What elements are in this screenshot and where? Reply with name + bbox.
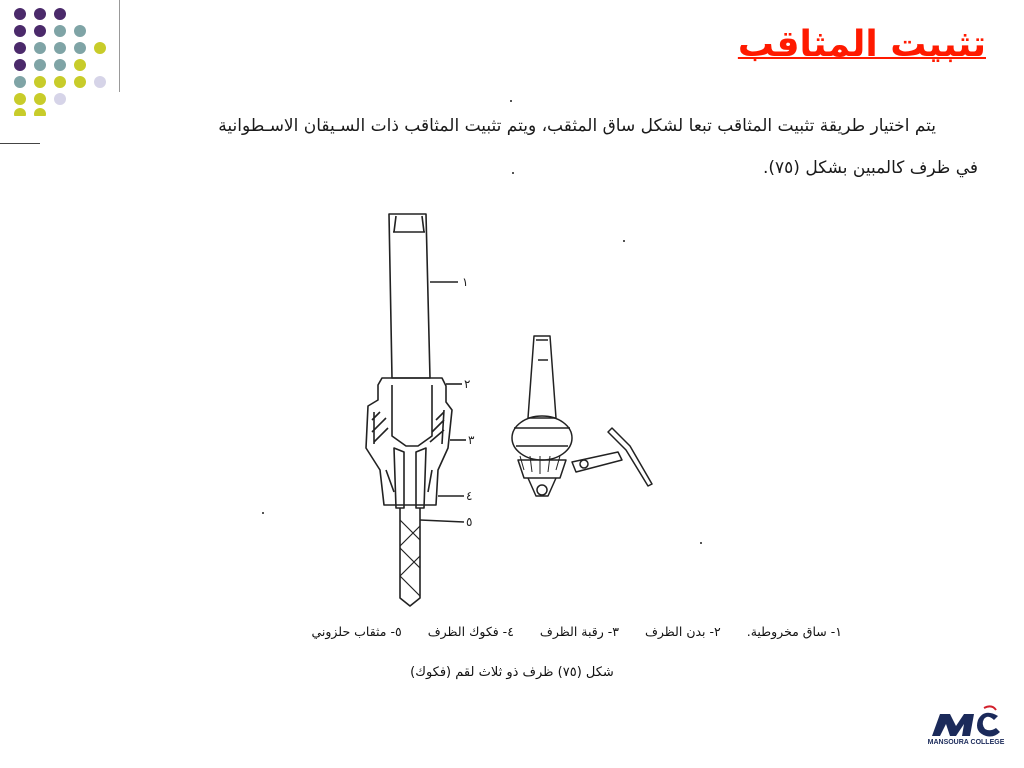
callout-3: ٣ (468, 433, 475, 447)
slide-title: تثبيت المثاقب (737, 24, 986, 65)
keyed-chuck-shank (528, 336, 556, 418)
logo-m-shape (932, 714, 974, 736)
logo-c-shape (977, 713, 1000, 737)
chuck-section-drawing (366, 214, 469, 606)
speck (512, 172, 514, 174)
paragraph-line-2: في ظرف كالمبين بشكل (٧٥). (762, 158, 978, 178)
speck (510, 100, 512, 102)
figure-caption: شكل (٧٥) ظرف ذو ثلاث لقم (فكوك) (410, 665, 614, 680)
chuck-key (572, 452, 622, 472)
callout-2: ٢ (464, 377, 471, 391)
legend-item-3: ٣- رقبة الظرف (539, 624, 619, 639)
legend-item-4: ٤- فكوك الظرف (427, 624, 514, 639)
speck (262, 512, 264, 514)
speck (700, 542, 702, 544)
logo-accent-swoosh (984, 706, 996, 710)
figure-legend (289, 624, 842, 639)
legend-item-5: ٥- مثقاب حلزوني (311, 624, 402, 639)
chuck-jaws (394, 448, 404, 508)
legend-item-2: ٢- بدن الظرف (644, 624, 721, 639)
legend-item-1: ١- ساق مخروطية. (746, 624, 842, 639)
paragraph-line-1: يتم اختيار طريقة تثبيت المثاقب تبعا لشكل ساق المثقب، ويتم تثبيت المثاقب ذات السـيقان الاسـطوانية (218, 116, 936, 136)
callout-4: ٤ (466, 489, 473, 503)
callout-5: ٥ (466, 515, 473, 529)
speck (623, 240, 625, 242)
callout-labels (462, 275, 475, 529)
callout-1: ١ (462, 275, 469, 289)
tapered-shank (389, 214, 430, 378)
chuck-body (366, 378, 452, 505)
keyed-chuck-drawing (512, 336, 652, 496)
logo-text: MANSOURA COLLEGE (927, 739, 1005, 746)
